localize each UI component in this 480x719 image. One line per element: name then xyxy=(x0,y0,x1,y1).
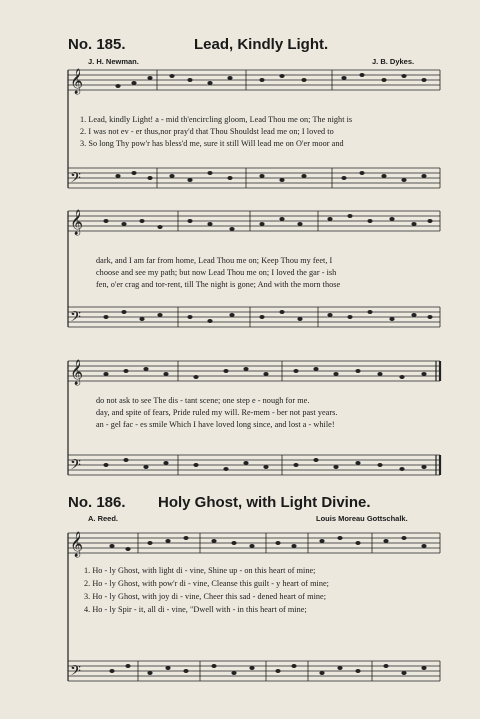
svg-text:𝄞: 𝄞 xyxy=(70,69,84,94)
svg-text:𝄢: 𝄢 xyxy=(70,457,81,477)
hymn-185-system-2-verse-1: dark, and I am far from home, Lead Thou me on; Keep Thou my feet, I xyxy=(96,256,333,265)
hymn-185-system-3-verse-3: an - gel fac - es smile Which I have loved long since, and lost a - while! xyxy=(96,420,335,429)
svg-text:𝄢: 𝄢 xyxy=(70,170,81,190)
hymn-186-verse-2: 2. Ho - ly Ghost, with pow'r di - vine, Cleanse this guilt - y heart of mine; xyxy=(84,579,330,588)
hymn-185-words-credit: J. H. Newman. xyxy=(88,57,139,66)
hymn-185-system-1-verse-3: 3. So long Thy pow'r has bless'd me, sure it still Will lead me on O'er moor and xyxy=(80,139,344,148)
hymn-186-music-credit: Louis Moreau Gottschalk. xyxy=(316,514,408,523)
hymn-185-system-1-verse-1: 1. Lead, kindly Light! a - mid th'encircling gloom, Lead Thou me on; The night is xyxy=(80,115,353,124)
hymn-186-verse-3: 3. Ho - ly Ghost, with joy di - vine, Cheer this sad - dened heart of mine; xyxy=(84,592,327,601)
svg-text:𝄞: 𝄞 xyxy=(70,210,84,235)
hymn-185-system-1-verse-2: 2. I was not ev - er thus,nor pray'd that Thou Shouldst lead me on; I loved to xyxy=(80,127,334,136)
hymn-185-music-credit: J. B. Dykes. xyxy=(372,57,415,66)
hymn-185-system-3-verse-2: day, and spite of fears, Pride ruled my will. Re-mem - ber not past years. xyxy=(96,408,338,417)
svg-text:𝄢: 𝄢 xyxy=(70,309,81,329)
hymn-186-number: No. 186. xyxy=(68,494,126,511)
hymn-186-title: Holy Ghost, with Light Divine. xyxy=(158,494,371,511)
hymn-185-system-2-verse-2: choose and see my path; but now Lead Thou me on; I loved the gar - ish xyxy=(96,268,337,277)
hymn-185-title: Lead, Kindly Light. xyxy=(194,36,329,53)
hymn-185-number: No. 185. xyxy=(68,36,126,53)
svg-text:𝄢: 𝄢 xyxy=(70,663,81,683)
svg-text:𝄞: 𝄞 xyxy=(70,360,84,385)
hymn-185-system-2-verse-3: fen, o'er crag and tor-rent, till The night is gone; And with the morn those xyxy=(96,280,341,289)
hymn-186-words-credit: A. Reed. xyxy=(88,514,119,523)
hymn-185-system-3-verse-1: do not ask to see The dis - tant scene; one step e - nough for me. xyxy=(96,396,310,405)
svg-text:𝄞: 𝄞 xyxy=(70,532,84,557)
hymn-186-verse-1: 1. Ho - ly Ghost, with light di - vine, Shine up - on this heart of mine; xyxy=(84,566,316,575)
hymn-186-verse-4: 4. Ho - ly Spir - it, all di - vine, "Dwell with - in this heart of mine; xyxy=(84,605,307,614)
